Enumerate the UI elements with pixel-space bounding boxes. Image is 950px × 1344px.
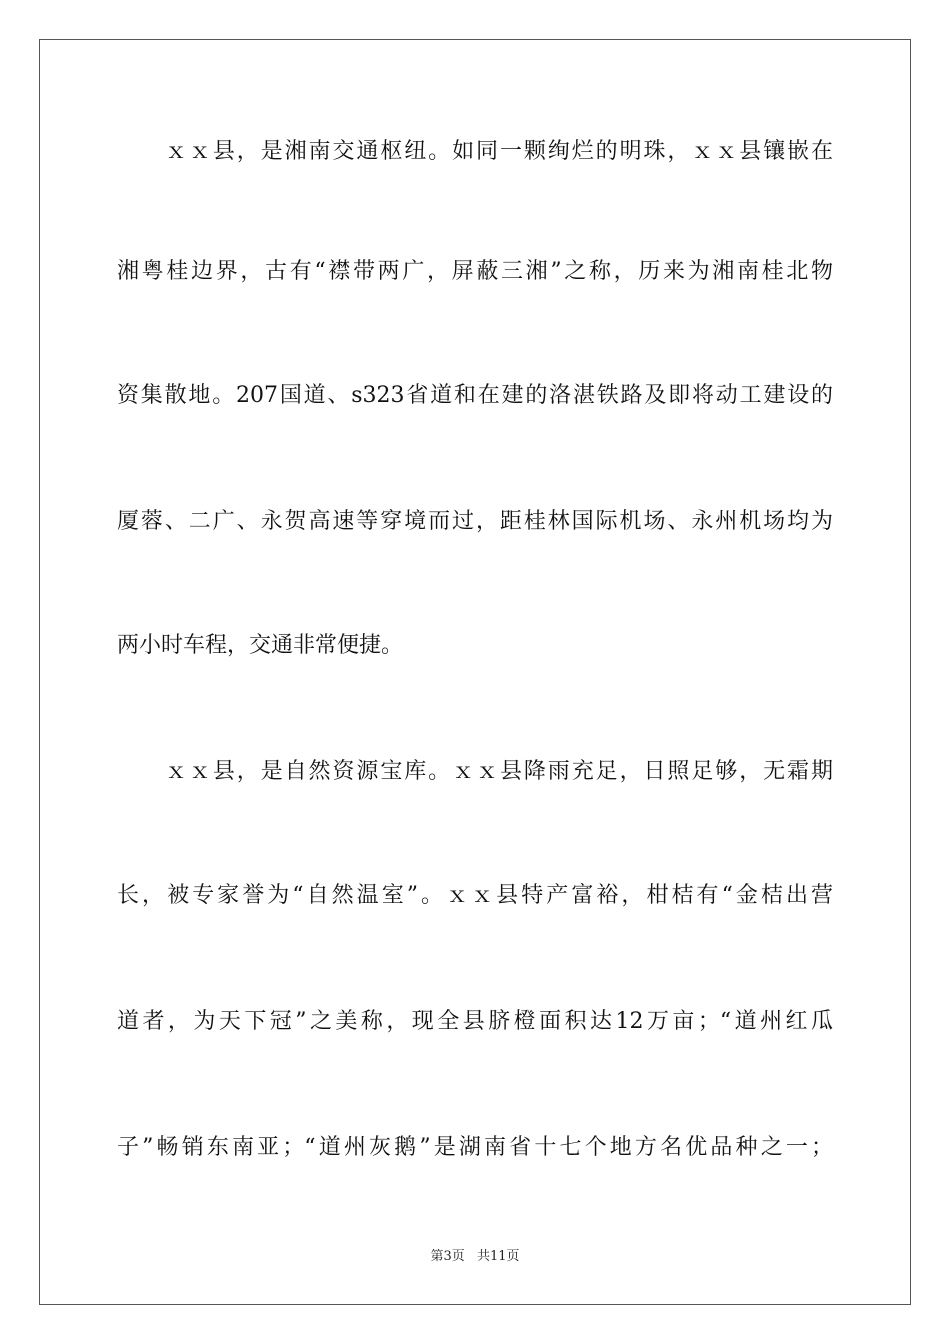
paragraph-1-line-4: 厦蓉、二广、永贺高速等穿境而过，距桂林国际机场、永州机场均为: [117, 509, 833, 534]
paragraph-1-line-3: 资集散地。207国道、s323省道和在建的洛湛铁路及即将动工建设的: [117, 383, 833, 408]
paragraph-1-line-2: 湘粤桂边界，古有“襟带两广，屏蔽三湘”之称，历来为湘南桂北物: [117, 259, 833, 284]
paragraph-1-line-1: ｘｘ县，是湘南交通枢纽。如同一颗绚烂的明珠，ｘｘ县镶嵌在: [165, 139, 833, 164]
paragraph-2-line-4: 子”畅销东南亚；“道州灰鹅”是湖南省十七个地方名优品种之一；: [117, 1135, 833, 1160]
paragraph-2-line-2: 长，被专家誉为“自然温室”。ｘｘ县特产富裕，柑桔有“金桔出营: [117, 883, 833, 908]
paragraph-1-line-5: 两小时车程，交通非常便捷。: [117, 633, 404, 658]
page-number: 第3页: [430, 1249, 465, 1264]
paragraph-2-line-3: 道者，为天下冠”之美称，现全县脐橙面积达12万亩；“道州红瓜: [117, 1009, 833, 1034]
page-total: 共11页: [476, 1249, 520, 1264]
page-frame: [39, 39, 911, 1305]
paragraph-2-line-1: ｘｘ县，是自然资源宝库。ｘｘ县降雨充足，日照足够，无霜期: [165, 759, 833, 784]
page-footer: [0, 1248, 950, 1266]
